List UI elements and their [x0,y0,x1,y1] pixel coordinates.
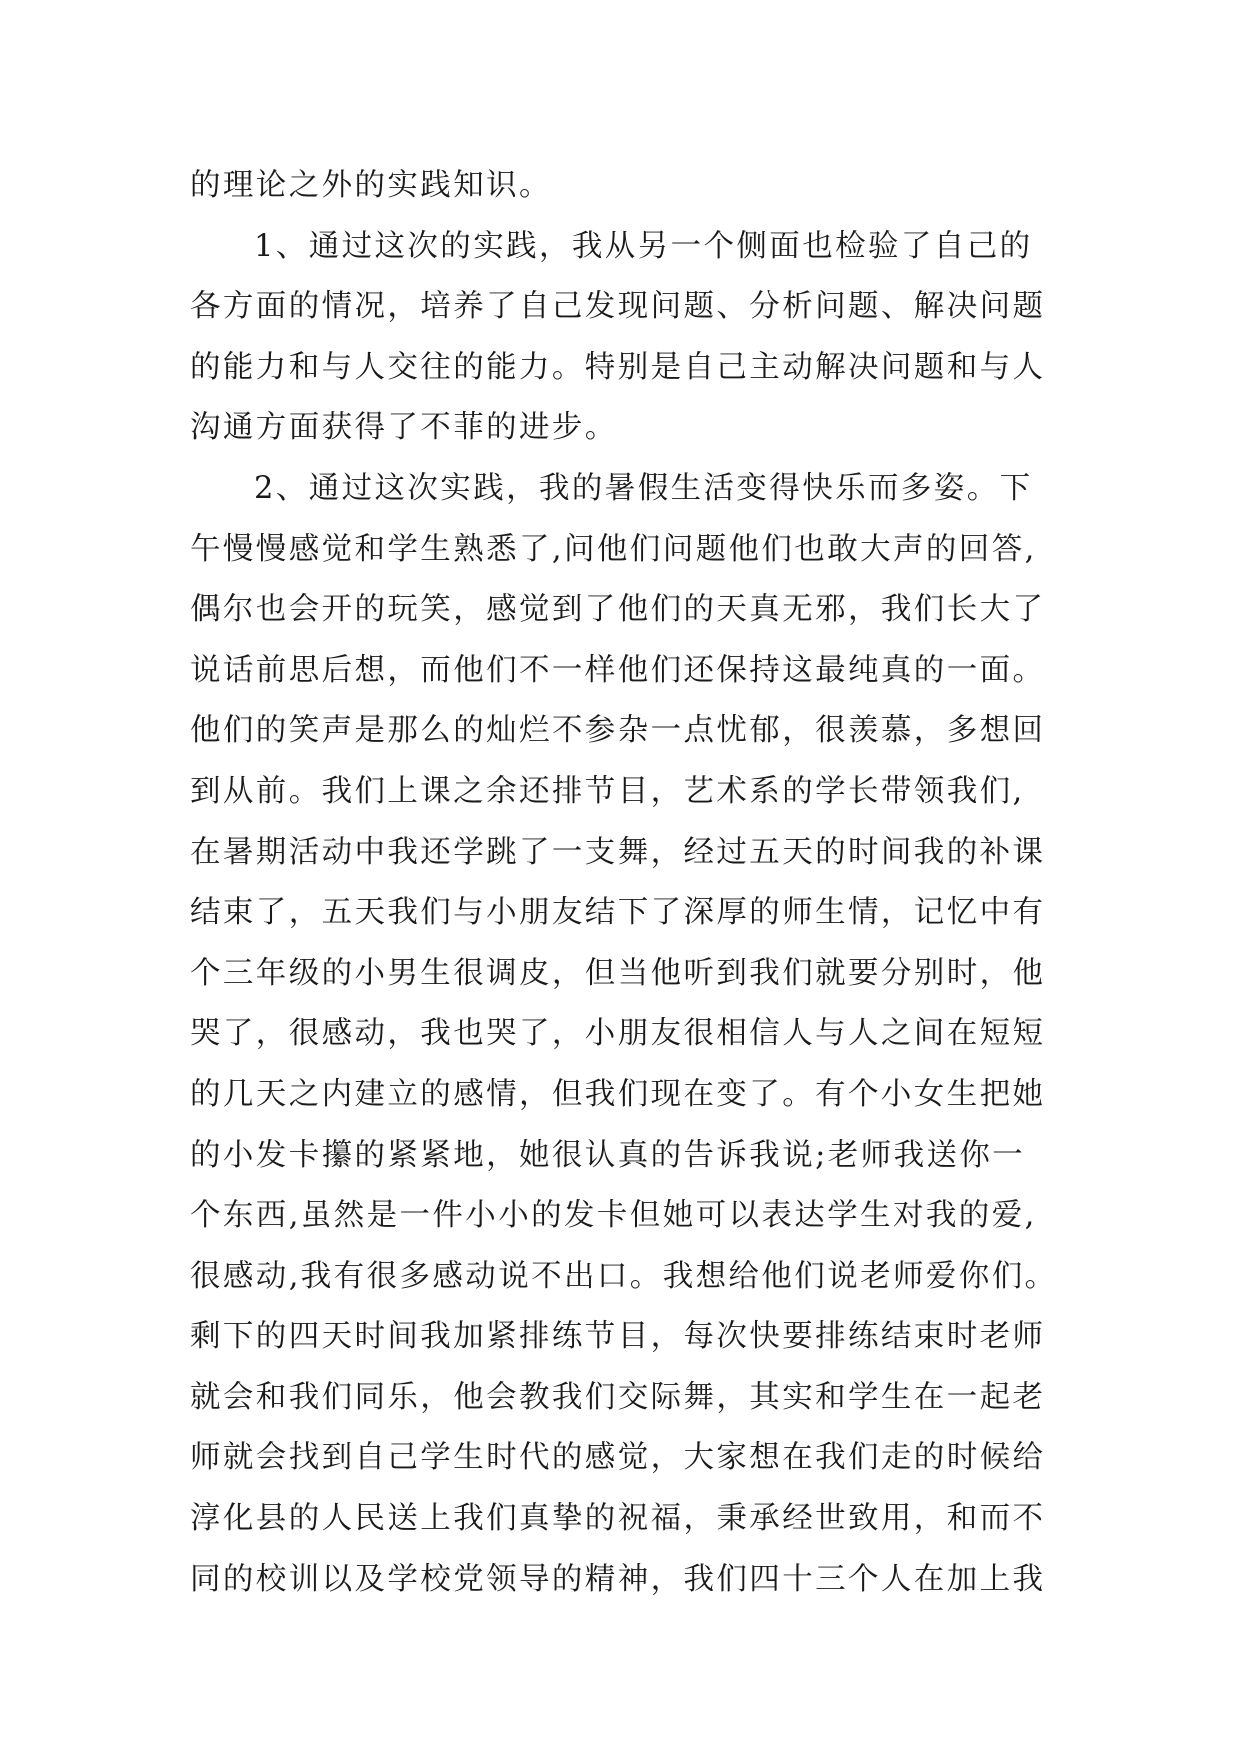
text-line: 哭了，很感动，我也哭了，小朋友很相信人与人之间在短短 [190,1016,1046,1052]
text-line: 到从前。我们上课之余还排节目，艺术系的学长带领我们, [190,773,1025,809]
text-line: 结束了，五天我们与小朋友结下了深厚的师生情，记忆中有 [190,895,1046,931]
text-line: 在暑期活动中我还学跳了一支舞，经过五天的时间我的补课 [190,834,1046,870]
text-line: 说话前思后想，而他们不一样他们还保持这最纯真的一面。 [190,652,1046,688]
text-line: 个三年级的小男生很调皮，但当他听到我们就要分别时，他 [190,955,1046,991]
text-line: 淳化县的人民送上我们真挚的祝福，秉承经世致用，和而不 [190,1501,1046,1537]
text-line: 他们的笑声是那么的灿烂不参杂一点忧郁，很羡慕，多想回 [190,713,1046,749]
text-line: 同的校训以及学校党领导的精神，我们四十三个人在加上我 [190,1561,1046,1597]
text-line: 的小发卡攥的紧紧地，她很认真的告诉我说;老师我送你一 [190,1137,1026,1173]
text-line: 剩下的四天时间我加紧排练节目，每次快要排练结束时老师 [190,1319,1046,1355]
document-body [190,156,1070,1610]
text-line: 午慢慢感觉和学生熟悉了,问他们问题他们也敢大声的回答, [190,531,1037,567]
text-line: 偶尔也会开的玩笑，感觉到了他们的天真无邪，我们长大了 [190,592,1046,628]
text-line: 师就会找到自己学生时代的感觉，大家想在我们走的时候给 [190,1440,1046,1476]
paragraph-2-start: 2、通过这次实践，我的暑假生活变得快乐而多姿。下 [254,470,1033,506]
text-line: 的几天之内建立的感情，但我们现在变了。有个小女生把她 [190,1076,1046,1112]
paragraph-1-start: 1、通过这次的实践，我从另一个侧面也检验了自己的 [254,228,1033,264]
text-line: 沟通方面获得了不菲的进步。 [190,410,618,446]
text-line: 就会和我们同乐，他会教我们交际舞，其实和学生在一起老 [190,1379,1046,1415]
text-line: 个东西,虽然是一件小小的发卡但她可以表达学生对我的爱, [190,1198,1037,1234]
text-line: 很感动,我有很多感动说不出口。我想给他们说老师爱你们。 [190,1258,1058,1294]
text-line: 的理论之外的实践知识。 [190,168,552,203]
text-line: 的能力和与人交往的能力。特别是自己主动解决问题和与人 [190,349,1046,385]
text-line: 各方面的情况，培养了自己发现问题、分析问题、解决问题 [190,289,1046,325]
